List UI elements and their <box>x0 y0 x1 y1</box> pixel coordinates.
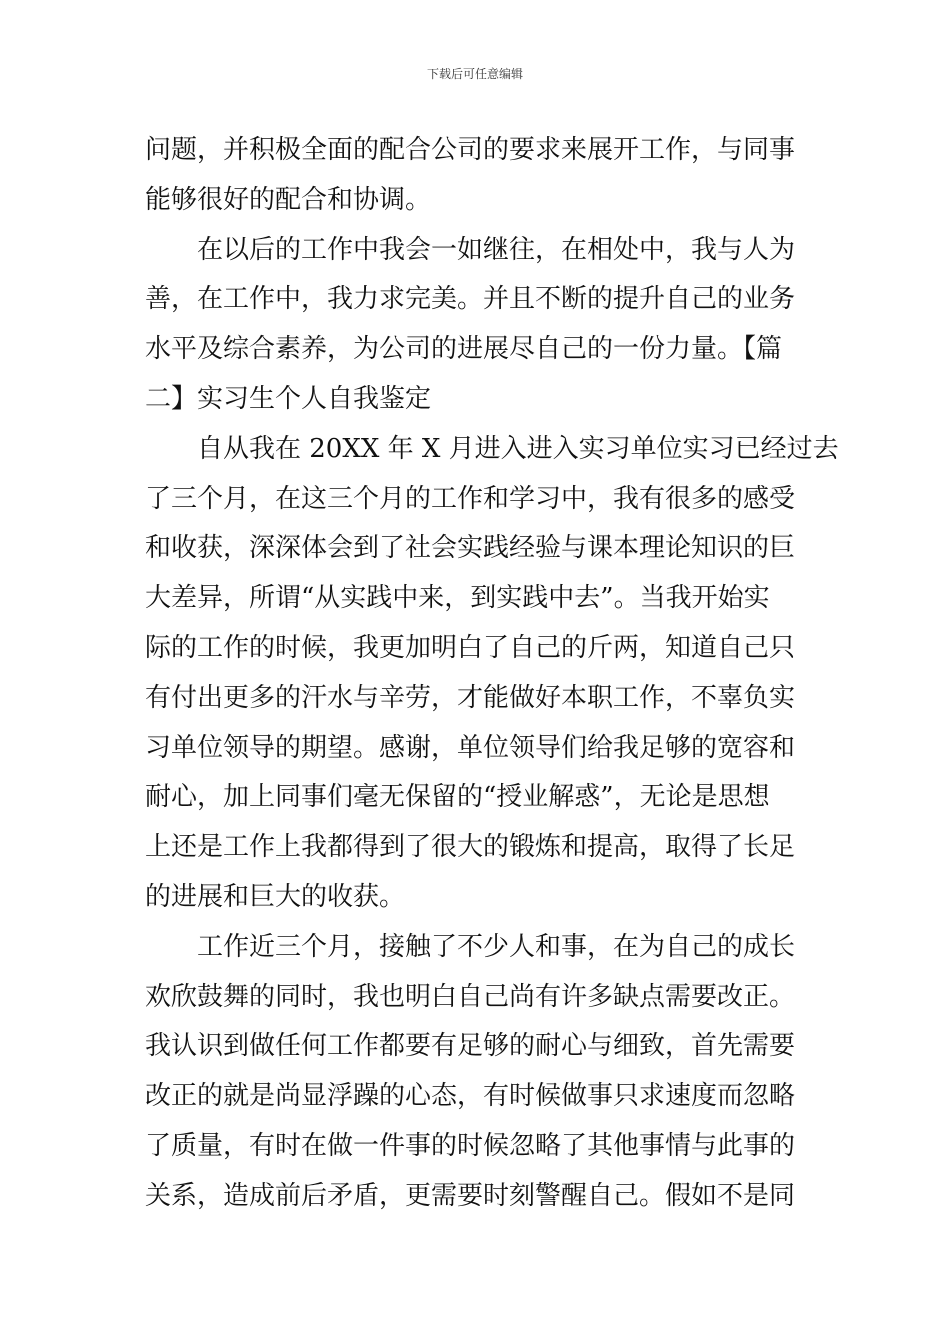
text-line: 问题，并积极全面的配合公司的要求来展开工作，与同事 <box>145 135 796 165</box>
text-line: 习单位领导的期望。感谢，单位领导们给我足够的宽容和 <box>145 732 796 763</box>
text-line: 大差异，所谓“从实践中来，到实践中去”。当我开始实 <box>145 583 770 614</box>
document-body <box>145 126 839 1222</box>
page-header: 下载后可任意编辑 <box>426 67 523 81</box>
text-line: 我认识到做任何工作都要有足够的耐心与细致，首先需要 <box>145 1031 796 1062</box>
text-line: 际的工作的时候，我更加明白了自己的斤两，知道自己只 <box>145 632 796 663</box>
text-line: 的进展和巨大的收获。 <box>145 881 406 912</box>
text-line: 二】实习生个人自我鉴定 <box>145 383 432 414</box>
text-line: 改正的就是尚显浮躁的心态，有时候做事只求速度而忽略 <box>145 1081 796 1112</box>
text-line: 在以后的工作中我会一如继往，在相处中，我与人为 <box>197 234 796 265</box>
text-line: 水平及综合素养，为公司的进展尽自己的一份力量。【篇 <box>145 334 783 365</box>
text-line: 了质量，有时在做一件事的时候忽略了其他事情与此事的 <box>145 1130 796 1161</box>
text-line: 有付出更多的汗水与辛劳，才能做好本职工作，不辜负实 <box>145 682 796 713</box>
text-line: 自从我在 20XX 年 X 月进入进入实习单位实习已经过去 <box>197 433 839 464</box>
text-line: 能够很好的配合和协调。 <box>145 184 432 215</box>
text-line: 了三个月，在这三个月的工作和学习中，我有很多的感受 <box>145 483 796 514</box>
text-line: 和收获，深深体会到了社会实践经验与课本理论知识的巨 <box>145 533 796 564</box>
text-line: 工作近三个月，接触了不少人和事，在为自己的成长 <box>197 931 796 962</box>
text-line: 上还是工作上我都得到了很大的锻炼和提高，取得了长足 <box>145 832 796 863</box>
text-line: 善，在工作中，我力求完美。并且不断的提升自己的业务 <box>145 284 796 315</box>
text-line: 欢欣鼓舞的同时，我也明白自己尚有许多缺点需要改正。 <box>145 981 796 1012</box>
text-line: 耐心，加上同事们毫无保留的“授业解惑”，无论是思想 <box>145 782 770 813</box>
text-line: 关系，造成前后矛盾，更需要时刻警醒自己。假如不是同 <box>145 1180 796 1211</box>
